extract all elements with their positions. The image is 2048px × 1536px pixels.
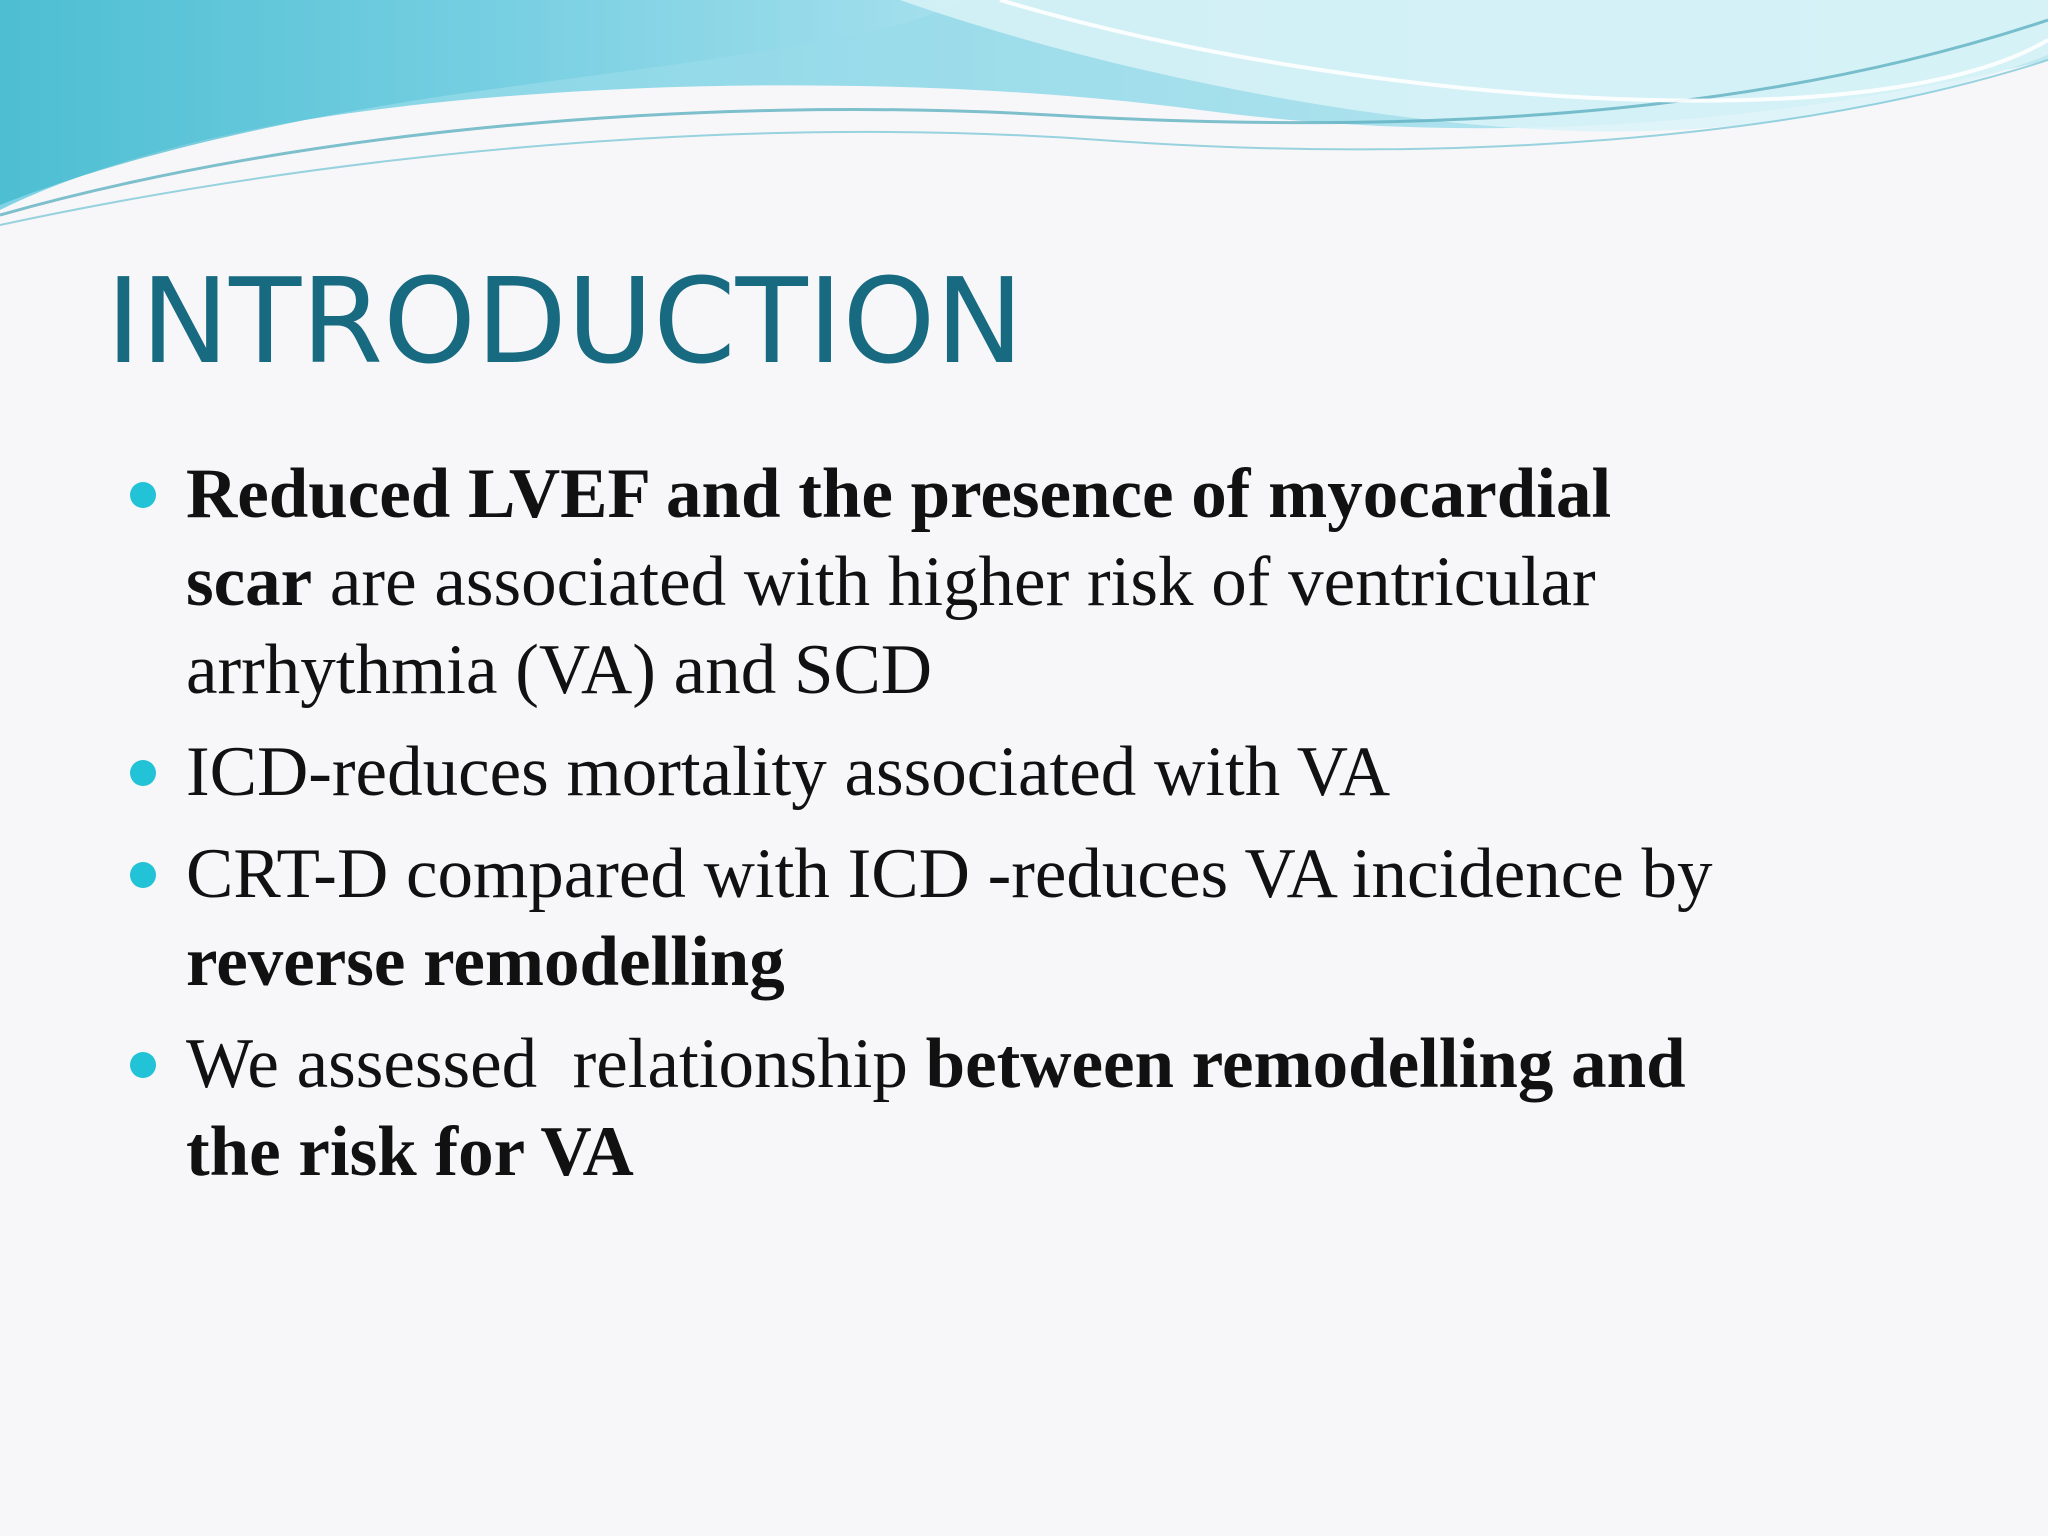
bold-text: Reduced LVEF and the presence of myocardial bbox=[186, 455, 1612, 533]
slide-title: INTRODUCTION bbox=[106, 252, 1024, 390]
bullet-line bbox=[186, 538, 1988, 626]
decorative-wave-header bbox=[0, 0, 2048, 240]
bullet-line bbox=[186, 1020, 1988, 1108]
bullet-item-icd bbox=[0, 728, 2048, 816]
bullet-item-assessment bbox=[0, 1020, 2048, 1196]
bullet-dot-icon bbox=[130, 1052, 156, 1078]
bullet-item-lvef bbox=[0, 450, 2048, 714]
bullet-list bbox=[0, 450, 2048, 1210]
bold-text: between remodelling and bbox=[925, 1025, 1686, 1103]
bullet-line bbox=[186, 918, 1988, 1006]
body-text: We assessed relationship bbox=[186, 1025, 926, 1103]
bullet-line: arrhythmia (VA) and SCD bbox=[186, 631, 933, 709]
bold-text: reverse remodelling bbox=[186, 923, 785, 1001]
bullet-line: ICD-reduces mortality associated with VA bbox=[186, 733, 1391, 811]
bullet-item-crt-d bbox=[0, 830, 2048, 1006]
bullet-line: CRT-D compared with ICD -reduces VA incidence by bbox=[186, 835, 1713, 913]
bullet-dot-icon bbox=[130, 482, 156, 508]
bold-text: scar bbox=[186, 543, 313, 621]
bold-text: the risk for VA bbox=[186, 1113, 634, 1191]
bullet-line bbox=[186, 1108, 1988, 1196]
bullet-dot-icon bbox=[130, 862, 156, 888]
bullet-line bbox=[186, 450, 1988, 538]
bullet-dot-icon bbox=[130, 760, 156, 786]
body-text: are associated with higher risk of ventricular bbox=[312, 543, 1596, 621]
